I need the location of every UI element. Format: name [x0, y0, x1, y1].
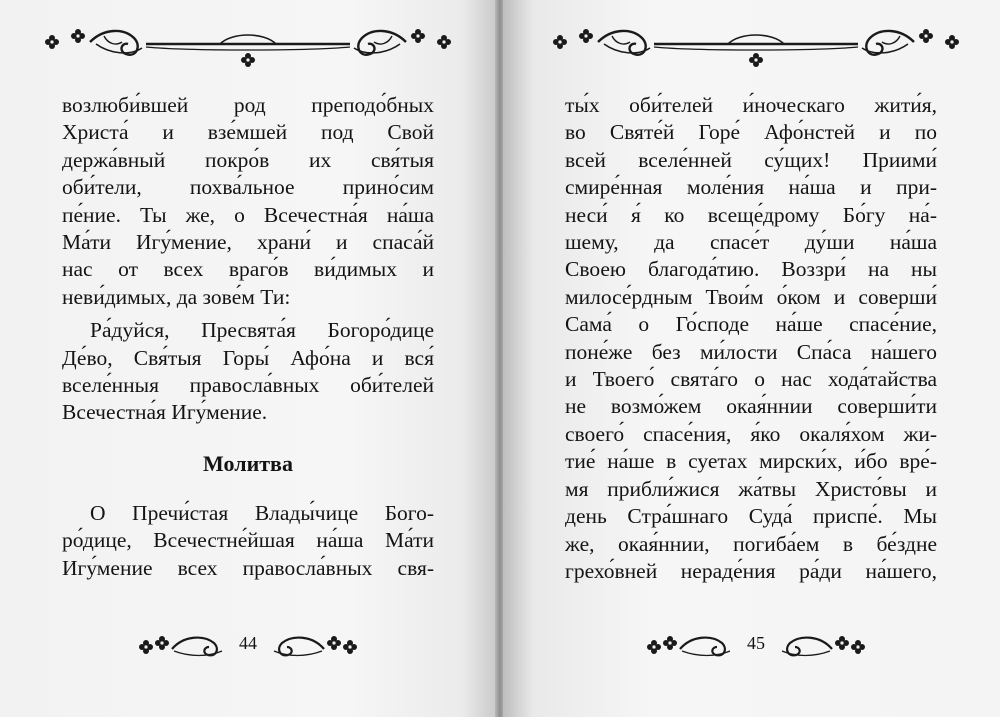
left-prayer-text — [62, 500, 434, 582]
right-text-block — [565, 92, 937, 585]
text-line: оби́тели, похва́льное прино́сим — [62, 175, 434, 200]
text-line: пе́ние. Ты же, о Всечестна́я на́ша — [62, 202, 434, 227]
text-line: поне́же без ми́лости Спа́са на́шего — [565, 339, 937, 364]
footer-ornament — [38, 627, 458, 667]
text-line: день Стра́шнаго Суда́ приспе́. Мы — [565, 504, 937, 529]
prayer-heading: Молитва — [203, 451, 293, 476]
text-line: вселе́нныя правосла́вных оби́телей — [62, 373, 434, 398]
text-line: ро́дице, Всечестне́йшая на́ша Ма́ти — [62, 528, 434, 553]
text-line: неси́ я́ ко всеще́дрому Бо́гу на́- — [565, 202, 937, 227]
text-line: своего́ спасе́ния, я́ко окаля́хом жи- — [565, 421, 937, 446]
text-line: Игу́мение всех правосла́вных свя- — [62, 555, 434, 580]
text-line: милосе́рдным Твои́м о́ком и соверши́ — [565, 284, 937, 309]
text-line: держа́вный покро́в их свя́тыя — [62, 147, 434, 172]
text-line: не возмо́жем окая́ннии соверши́ти — [565, 394, 937, 419]
top-ornament-icon — [38, 24, 458, 74]
text-line: шему, да спасе́т ду́ши на́ша — [565, 230, 937, 255]
page-number: 45 — [747, 633, 765, 653]
text-line: возлюби́вшей род преподо́бных — [62, 93, 434, 117]
text-line: тие́ на́ше в суетах мирски́х, и́бо вре́- — [565, 449, 937, 474]
text-line: нас от всех враго́в ви́димых и — [62, 257, 434, 282]
text-line: Ра́дуйся, Пресвята́я Богоро́дице — [90, 318, 434, 343]
text-line: мя прибли́жися жа́твы Христо́вы и — [565, 476, 937, 501]
text-line: и Твоего́ свята́го о нас хода́тайства — [565, 367, 937, 392]
left-text-block — [62, 92, 434, 427]
text-line: Христа́ и взе́мшей под Свой — [62, 120, 434, 145]
right-page — [503, 0, 1000, 717]
text-line: всей вселе́нней су́щих! Приими́ — [565, 147, 937, 172]
footer-ornament — [546, 627, 966, 667]
text-line: ты́х оби́телей и́ноческаго жити́я, — [565, 93, 937, 117]
text-line: же, окая́ннии, погиба́ем в бе́здне — [565, 531, 937, 556]
text-line: Своею благода́тию. Воззри́ на ны — [565, 257, 937, 282]
top-ornament-icon — [546, 24, 966, 74]
left-page — [0, 0, 497, 717]
text-line: О Пречи́стая Влады́чице Бого- — [90, 501, 434, 525]
text-line: Сама́ о Го́споде на́ше спасе́ние, — [565, 312, 937, 337]
text-line: Всечестна́я Игу́мение. — [62, 400, 268, 425]
text-line: Ма́ти Игу́мение, храни́ и спаса́й — [62, 230, 434, 255]
text-line: Де́во, Свя́тыя Горы́ Афо́на и вся́ — [62, 345, 434, 370]
page-number: 44 — [239, 633, 257, 653]
text-line: неви́димых, да зове́м Ти: — [62, 284, 291, 309]
text-line: смире́нная моле́ния на́ша и при- — [565, 175, 937, 200]
text-line: грехо́вней нераде́ния ра́ди на́шего, — [565, 558, 937, 583]
text-line: во Святе́й Горе́ Афо́нстей и по — [565, 120, 937, 145]
